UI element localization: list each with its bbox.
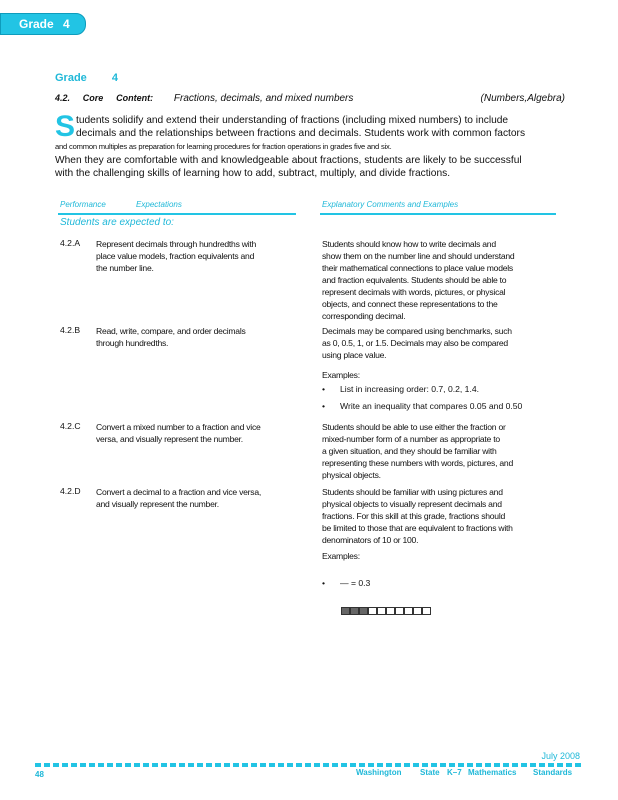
row-c-comment-line: representing these numbers with words, pictures, and bbox=[322, 458, 513, 468]
row-a-comment-line: represent decimals with words, pictures, or physical bbox=[322, 287, 506, 297]
bar-cell-empty bbox=[386, 607, 395, 615]
grade-heading-label: Grade bbox=[55, 72, 87, 84]
row-d-bullet-text: — = 0.3 bbox=[340, 578, 371, 588]
row-d-comment-line: fractions. For this skill at this grade, fractions should bbox=[322, 511, 506, 521]
row-a-comment-line: and fraction equivalents. Students should be able to bbox=[322, 275, 507, 285]
tab-grade-number: 4 bbox=[63, 17, 70, 31]
col-rule-left bbox=[58, 213, 296, 215]
strand-core: Core bbox=[82, 93, 104, 103]
col-header-performance bbox=[60, 200, 182, 209]
footer-dashed-rule bbox=[35, 763, 583, 767]
intro-line-5: with the challenging skills of learning how to add, subtract, multiply, and divide fractions. bbox=[55, 168, 451, 179]
row-c-comment-line: Students should be able to use either the fraction or bbox=[322, 422, 506, 432]
row-b-exp-line: through hundredths. bbox=[96, 338, 169, 348]
bar-cell-empty bbox=[422, 607, 431, 615]
row-a-exp-line: Represent decimals through hundredths with bbox=[96, 239, 257, 249]
grade-heading-number: 4 bbox=[111, 72, 118, 84]
row-d-exp-line: Convert a decimal to a fraction and vice versa, bbox=[96, 487, 261, 497]
row-d-comment-line: physical objects to visually represent decimals and bbox=[322, 499, 502, 509]
row-a-expectation bbox=[96, 238, 296, 274]
row-d-comment-line: denominators of 10 or 100. bbox=[322, 535, 419, 545]
col-rule-right bbox=[320, 213, 556, 215]
footer-grades: K–7 bbox=[447, 768, 462, 777]
row-b-bullet-text: Write an inequality that compares 0.05 and 0.50 bbox=[340, 401, 523, 411]
row-b-expectation bbox=[96, 325, 296, 349]
strand-content: Content: bbox=[116, 93, 154, 103]
row-d-code: 4.2.D bbox=[60, 486, 81, 496]
row-d-exp-line: and visually represent the number. bbox=[96, 499, 219, 509]
grade-tab bbox=[0, 13, 86, 35]
row-d-examples-label: Examples: bbox=[322, 551, 360, 561]
row-c-exp-line: Convert a mixed number to a fraction and vice bbox=[96, 422, 261, 432]
row-a-comment-line: Students should know how to write decimals and bbox=[322, 239, 496, 249]
footer-mathematics: Mathematics bbox=[468, 768, 517, 777]
row-a-comment-line: show them on the number line and should understand bbox=[322, 251, 515, 261]
intro-line-3: and common multiples as preparation for learning procedures for fraction operations in grades five and six. bbox=[55, 142, 392, 151]
row-d-bullet: • — = 0.3 bbox=[322, 578, 371, 588]
row-a-comment-line: objects, and connect these representations to the bbox=[322, 299, 498, 309]
row-a-comment-line: their mathematical connections to place value models bbox=[322, 263, 513, 273]
row-a-exp-line: the number line. bbox=[96, 263, 154, 273]
footer-page-number: 48 bbox=[35, 770, 44, 779]
strand-line bbox=[55, 93, 565, 104]
bar-cell-empty bbox=[395, 607, 404, 615]
row-d-comment-line: Students should be familiar with using pictures and bbox=[322, 487, 503, 497]
row-c-comment bbox=[322, 421, 562, 481]
row-b-comment bbox=[322, 325, 562, 361]
bar-cell-empty bbox=[413, 607, 422, 615]
intro-line-4: When they are comfortable with and knowledgeable about fractions, students are likely to be successful bbox=[55, 155, 522, 166]
bar-cell-empty bbox=[377, 607, 386, 615]
row-a-code: 4.2.A bbox=[60, 238, 81, 248]
bar-cell-filled bbox=[359, 607, 368, 615]
row-a-comment bbox=[322, 238, 562, 322]
strand-area: (Numbers,Algebra) bbox=[480, 93, 565, 104]
bar-cell-empty bbox=[404, 607, 413, 615]
footer-standards: Standards bbox=[533, 768, 573, 777]
row-a-exp-line: place value models, fraction equivalents and bbox=[96, 251, 255, 261]
row-c-comment-line: physical objects. bbox=[322, 470, 381, 480]
tab-grade-label: Grade bbox=[19, 17, 54, 31]
row-c-comment-line: mixed-number form of a number as appropriate to bbox=[322, 434, 500, 444]
row-b-exp-line: Read, write, compare, and order decimals bbox=[96, 326, 246, 336]
row-b-bullet: • List in increasing order: 0.7, 0.2, 1.4. bbox=[322, 384, 480, 394]
row-d-expectation bbox=[96, 486, 306, 510]
row-c-code: 4.2.C bbox=[60, 421, 81, 431]
row-b-comment-line: as 0, 0.5, 1, or 1.5. Decimals may also be compared bbox=[322, 338, 508, 348]
row-d-comment-line: be limited to those that are equivalent to fractions with bbox=[322, 523, 513, 533]
row-a-comment-line: corresponding decimal. bbox=[322, 311, 406, 321]
bar-cell-empty bbox=[368, 607, 377, 615]
intro-line-1: tudents solidify and extend their understanding of fractions (including mixed numbers) to include bbox=[76, 115, 509, 126]
bar-cell-filled bbox=[350, 607, 359, 615]
row-b-bullet: • Write an inequality that compares 0.05 and 0.50 bbox=[322, 401, 523, 411]
footer-washington: Washington bbox=[356, 768, 402, 777]
footer-date: July 2008 bbox=[541, 751, 580, 761]
bar-cell-filled bbox=[341, 607, 350, 615]
col-header-perf-text: Performance bbox=[60, 200, 106, 209]
row-b-code: 4.2.B bbox=[60, 325, 81, 335]
row-c-exp-line: versa, and visually represent the number. bbox=[96, 434, 243, 444]
decimal-bar-model bbox=[341, 607, 431, 615]
col-header-explanatory: Explanatory Comments and Examples bbox=[322, 200, 459, 209]
students-expected: Students are expected to: bbox=[60, 217, 174, 228]
row-b-comment-line: Decimals may be compared using benchmarks, such bbox=[322, 326, 512, 336]
row-c-expectation bbox=[96, 421, 296, 445]
strand-number: 4.2. bbox=[55, 93, 71, 103]
footer-state: State bbox=[420, 768, 440, 777]
row-b-comment-line: using place value. bbox=[322, 350, 387, 360]
row-d-comment bbox=[322, 486, 562, 546]
intro-line-2: decimals and the relationships between fractions and decimals. Students work with common factors bbox=[76, 128, 526, 139]
row-c-comment-line: a given situation, and they should be familiar with bbox=[322, 446, 497, 456]
row-b-examples-label: Examples: bbox=[322, 370, 360, 380]
grade-heading bbox=[55, 72, 118, 84]
intro-dropcap: S bbox=[55, 110, 76, 143]
col-header-exp-text: Expectations bbox=[136, 200, 182, 209]
row-b-bullet-text: List in increasing order: 0.7, 0.2, 1.4. bbox=[340, 384, 480, 394]
strand-title: Fractions, decimals, and mixed numbers bbox=[173, 93, 354, 104]
